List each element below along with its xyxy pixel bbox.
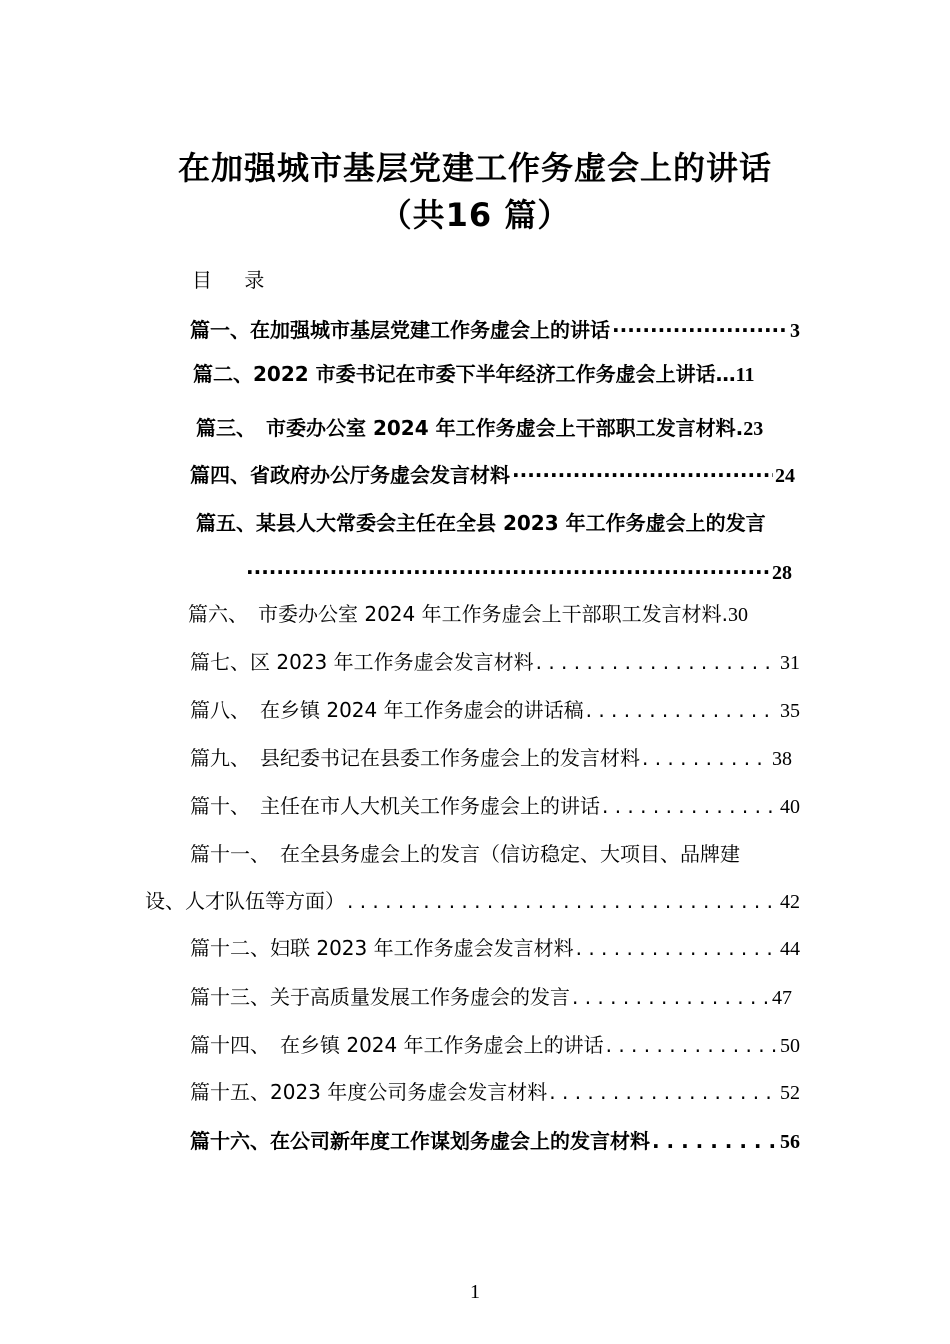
toc-entry-title: 篇十、 主任在市人大机关工作务虚会上的讲话	[190, 794, 600, 818]
toc-leader	[576, 936, 778, 960]
toc-entry-page: 24	[775, 465, 795, 487]
toc-entry-page: 35	[780, 700, 800, 722]
toc-leader	[602, 794, 778, 818]
toc-leader	[606, 1033, 778, 1057]
toc-entry[interactable]	[190, 742, 792, 771]
toc-leader	[572, 985, 770, 1009]
toc-entry-title: 篇八、 在乡镇 2024 年工作务虚会的讲话稿	[190, 698, 584, 722]
toc-entry-title: 篇二、2022 市委书记在市委下半年经济工作务虚会上讲话…	[193, 362, 736, 386]
toc-entry-title: 篇十二、妇联 2023 年工作务虚会发言材料	[190, 936, 574, 960]
toc-entry-page: 23	[743, 418, 764, 440]
toc-entry-page: 47	[772, 987, 792, 1009]
page-number: 1	[470, 1281, 480, 1303]
toc-entry-title: 篇四、省政府办公厅务虚会发言材料	[190, 463, 510, 487]
toc-entry[interactable]	[190, 1076, 800, 1105]
toc-leader	[536, 650, 778, 674]
toc-entry[interactable]	[190, 314, 800, 343]
toc-heading	[192, 264, 264, 293]
toc-entry-title-cont: 设、人才队伍等方面）	[145, 889, 345, 913]
toc-entry-continuation	[244, 560, 792, 585]
toc-entry-title: 篇十四、 在乡镇 2024 年工作务虚会上的讲话	[190, 1033, 604, 1057]
toc-entry[interactable]	[190, 459, 795, 488]
toc-entry-page: 11	[735, 364, 755, 386]
toc-entry-title: 篇十三、关于高质量发展工作务虚会的发言	[190, 985, 570, 1009]
document-subtitle: （共16 篇）	[379, 196, 571, 234]
toc-entry-page: 30	[727, 604, 748, 626]
toc-entry-page: 56	[780, 1131, 800, 1153]
document-title: 在加强城市基层党建工作务虚会上的讲话	[177, 149, 772, 187]
toc-entry[interactable]	[190, 790, 800, 819]
toc-heading-char-2: 录	[244, 268, 265, 292]
toc-entry-title: 篇十五、2023 年度公司务虚会发言材料	[190, 1080, 548, 1104]
toc-entry[interactable]	[196, 412, 806, 441]
toc-entry-page: 38	[772, 748, 792, 770]
toc-entry-title: 篇九、 县纪委书记在县委工作务虚会上的发言材料	[190, 746, 640, 770]
toc-leader	[652, 1129, 778, 1153]
toc-heading-char-1: 目	[192, 268, 212, 292]
toc-leader	[586, 698, 778, 722]
toc-entry-title[interactable]: 篇十一、 在全县务虚会上的发言（信访稳定、大项目、品牌建	[190, 842, 740, 866]
toc-entry[interactable]	[188, 598, 808, 627]
toc-entry-title: 篇七、区 2023 年工作务虚会发言材料	[190, 650, 534, 674]
toc-entry[interactable]	[190, 646, 800, 675]
toc-leader	[347, 889, 778, 913]
toc-entry-page: 28	[772, 562, 792, 584]
toc-entry[interactable]	[193, 358, 803, 387]
toc-leader	[612, 318, 788, 342]
toc-entry-page: 52	[780, 1082, 800, 1104]
toc-leader	[549, 1080, 778, 1104]
toc-entry[interactable]	[190, 1029, 800, 1058]
toc-entry-page: 40	[780, 796, 800, 818]
toc-entry[interactable]	[190, 694, 800, 723]
toc-entry-title: 篇十六、在公司新年度工作谋划务虚会上的发言材料	[190, 1129, 650, 1153]
toc-entry[interactable]	[190, 1125, 800, 1154]
toc-entry-page: 44	[780, 938, 800, 960]
toc-entry-title: 篇一、在加强城市基层党建工作务虚会上的讲话	[190, 318, 610, 342]
toc-entry-title: 篇六、 市委办公室 2024 年工作务虚会上干部职工发言材料.	[188, 602, 728, 626]
toc-entry-continuation	[145, 885, 800, 914]
toc-entry-page: 50	[780, 1035, 800, 1057]
toc-entry-title[interactable]: 篇五、某县人大常委会主任在全县 2023 年工作务虚会上的发言	[196, 511, 766, 535]
toc-entry[interactable]	[190, 932, 800, 961]
toc-entry-page: 31	[780, 652, 800, 674]
toc-entry-page: 3	[790, 320, 800, 342]
toc-entry-page: 42	[780, 891, 800, 913]
toc-entry[interactable]	[190, 981, 792, 1010]
toc-entry-title: 篇三、 市委办公室 2024 年工作务虚会上干部职工发言材料.	[196, 416, 744, 440]
toc-leader	[642, 746, 770, 770]
toc-leader	[512, 463, 773, 487]
toc-leader	[246, 560, 770, 584]
